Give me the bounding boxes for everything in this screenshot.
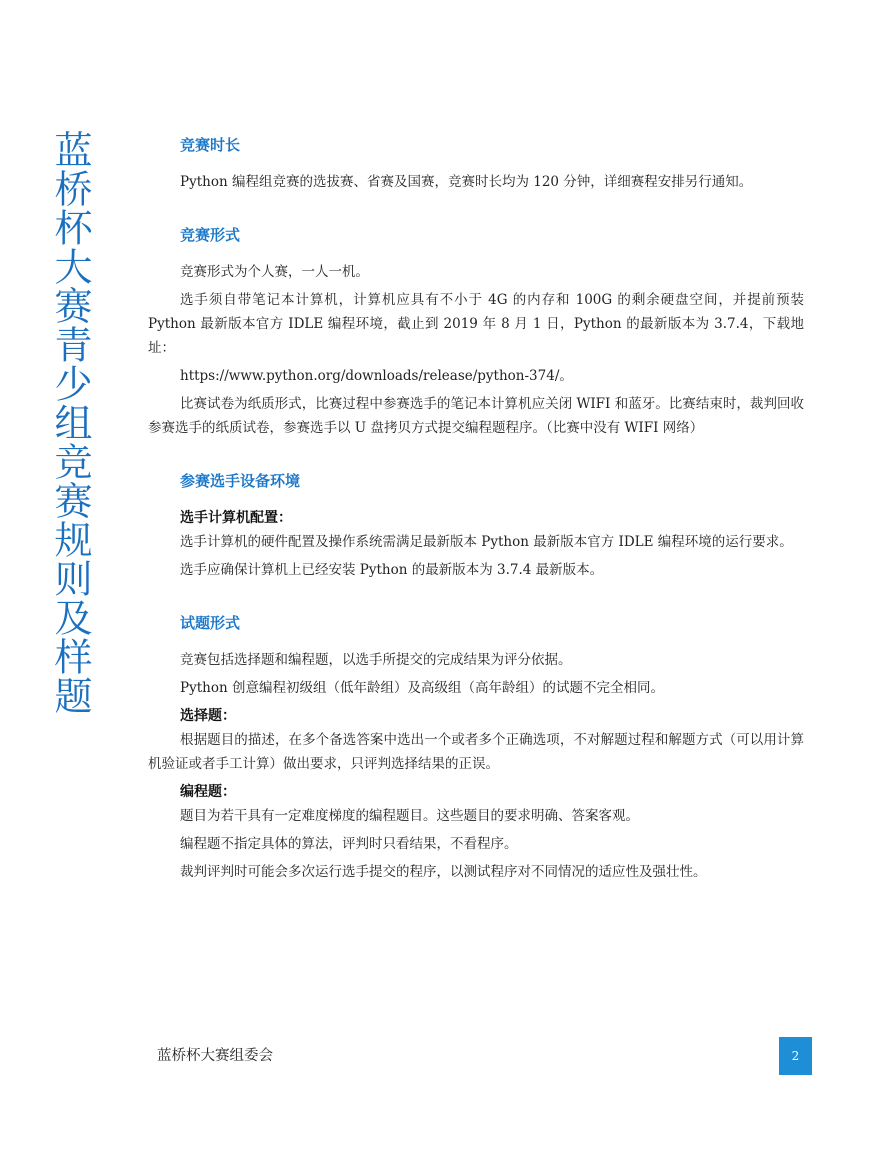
download-link[interactable]: https://www.python.org/downloads/release/python-374/。 (180, 368, 573, 384)
document-side-title: 蓝桥杯大赛青少组竞赛规则及样题 (48, 130, 92, 715)
section-heading-format: 竞赛形式 (180, 226, 241, 244)
paragraph-duration: Python 编程组竞赛的选拔赛、省赛及国赛，竞赛时长均为 120 分钟，详细赛程安排另行通知。 (180, 174, 753, 190)
paragraph-questions-5: 编程题不指定具体的算法，评判时只看结果，不看程序。 (180, 836, 518, 852)
section-heading-equipment: 参赛选手设备环境 (180, 472, 301, 490)
paragraph-questions-6: 裁判评判时可能会多次运行选手提交的程序，以测试程序对不同情况的适应性及强壮性。 (180, 864, 707, 880)
document-body (148, 130, 804, 888)
page-number-badge: 2 (779, 1037, 812, 1075)
paragraph-equipment-1: 选手计算机的硬件配置及操作系统需满足最新版本 Python 最新版本官方 IDLE 编程环境的运行要求。 (180, 534, 793, 550)
footer-organizer: 蓝桥杯大赛组委会 (157, 1048, 273, 1064)
paragraph-equipment-2: 选手应确保计算机上已经安装 Python 的最新版本为 3.7.4 最新版本。 (180, 562, 604, 578)
paragraph-questions-2: Python 创意编程初级组（低年龄组）及高级组（高年龄组）的试题不完全相同。 (180, 680, 664, 696)
paragraph-format-4: 比赛试卷为纸质形式，比赛过程中参赛选手的笔记本计算机应关闭 WIFI 和蓝牙。比赛结束时，裁判回收参赛选手的纸质试卷，参赛选手以 U 盘拷贝方式提交编程题程序。（比赛中没有 WIFI 网络） (148, 396, 804, 436)
paragraph-format-2: 选手须自带笔记本计算机，计算机应具有不小于 4G 的内存和 100G 的剩余硬盘空间，并提前预装Python 最新版本官方 IDLE 编程环境，截止到 2019 年 8 月 1 日，Python 的最新版本为 3.7.4，下载地址： (148, 292, 804, 356)
subheading-programming: 编程题： (180, 784, 236, 800)
subheading-multiple-choice: 选择题： (180, 708, 236, 724)
section-heading-duration: 竞赛时长 (180, 136, 241, 154)
section-heading-questions: 试题形式 (180, 614, 241, 632)
subheading-computer-config: 选手计算机配置： (180, 510, 292, 526)
paragraph-questions-1: 竞赛包括选择题和编程题，以选手所提交的完成结果为评分依据。 (180, 652, 572, 668)
paragraph-questions-3: 根据题目的描述，在多个备选答案中选出一个或者多个正确选项，不对解题过程和解题方式（可以用计算机验证或者手工计算）做出要求，只评判选择结果的正误。 (148, 732, 804, 772)
paragraph-questions-4: 题目为若干具有一定难度梯度的编程题目。这些题目的要求明确、答案客观。 (180, 808, 639, 824)
paragraph-format-1: 竞赛形式为个人赛，一人一机。 (180, 264, 369, 280)
